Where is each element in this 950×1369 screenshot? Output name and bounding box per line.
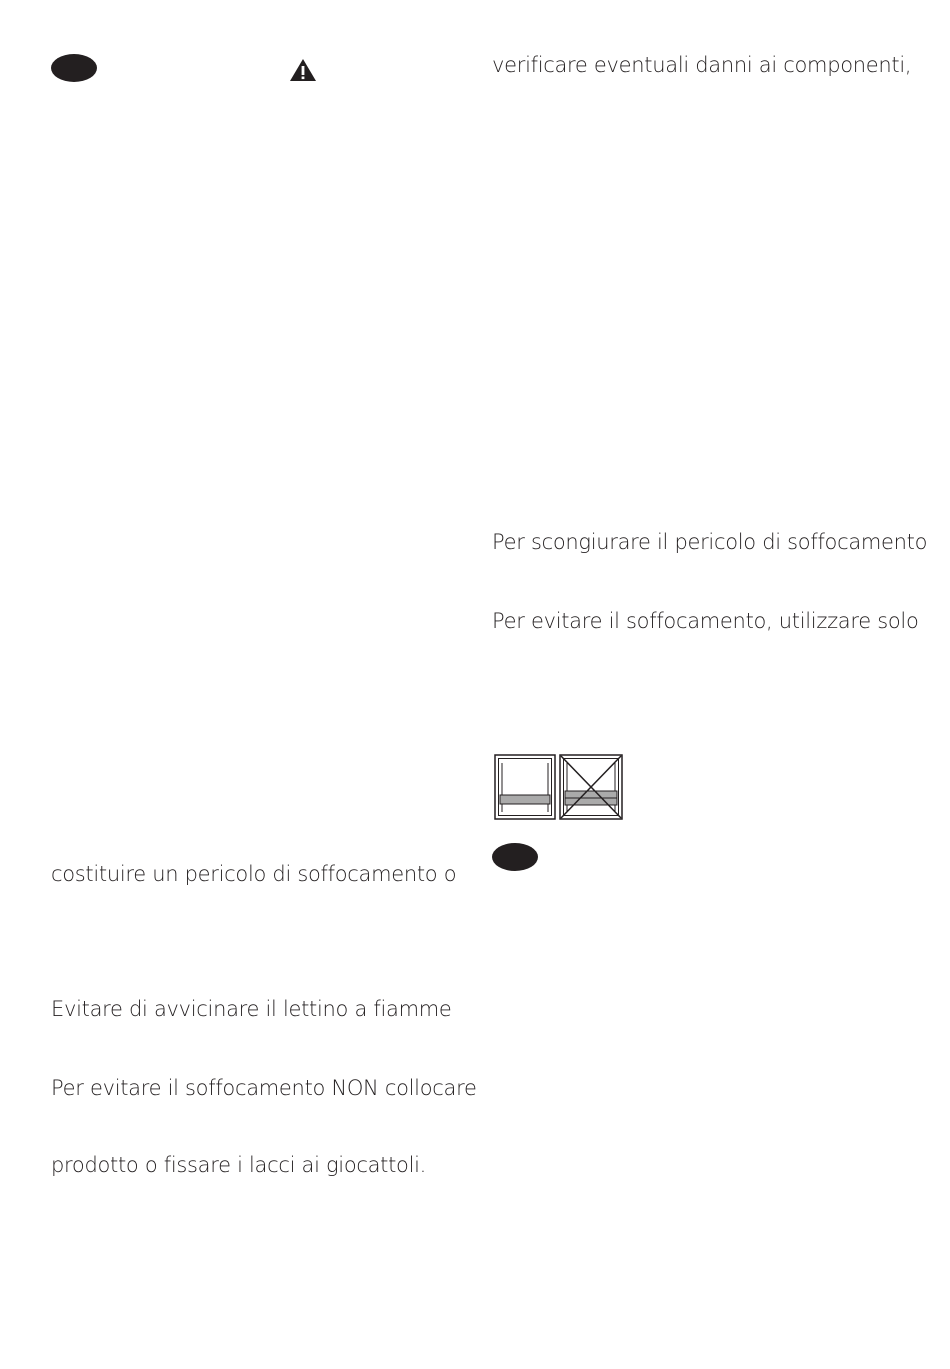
right-text-line-3: Per evitare il soffocamento, utilizzare solo: [492, 609, 919, 633]
language-badge-top: [51, 54, 97, 82]
right-text-line-2: Per scongiurare il pericolo di soffocamento: [492, 530, 928, 554]
warning-triangle-icon: [289, 58, 317, 82]
right-text-line-1: verificare eventuali danni ai componenti,: [492, 53, 912, 77]
language-badge-bottom: [492, 843, 538, 871]
left-text-line-2: Evitare di avvicinare il lettino a fiamme: [51, 997, 452, 1021]
crib-incorrect-icon: [559, 754, 623, 820]
left-text-line-3: Per evitare il soffocamento NON collocare: [51, 1076, 477, 1100]
left-text-line-1: costituire un pericolo di soffocamento o: [51, 862, 457, 886]
crib-correct-icon: [494, 754, 556, 820]
left-text-line-4: prodotto o fissare i lacci ai giocattoli.: [51, 1153, 427, 1177]
